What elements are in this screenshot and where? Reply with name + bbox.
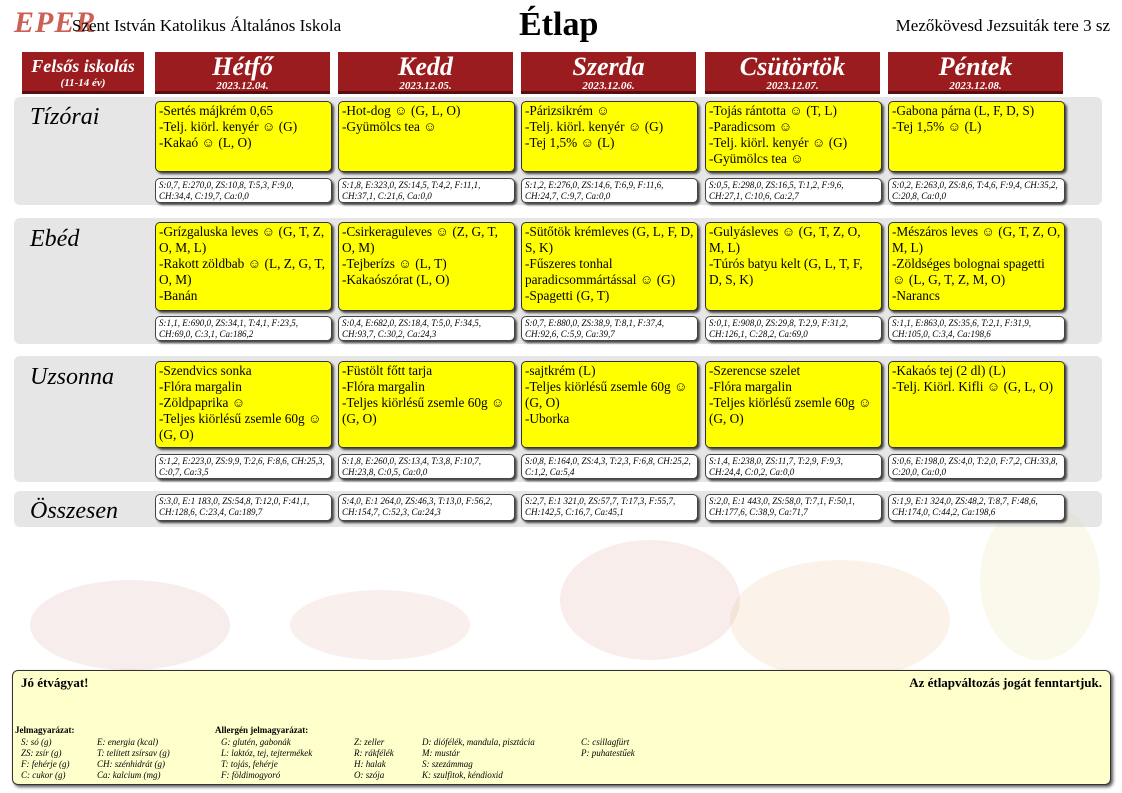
legend-title: Jelmagyarázat: [15,725,75,735]
total-cell: S:2,7, E:1 321,0, ZS:57,7, T:17,3, F:55,7, CH:142,5, C:16,7, Ca:45,1 [521,494,698,521]
nutrition-cell: S:1,8, E:323,0, ZS:14,5, T:4,2, F:11,1, CH:37,1, C:21,6, Ca:0,0 [338,178,515,203]
legend-column [21,737,69,781]
allergen-item: M: mustár [422,748,460,758]
legend-item: CH: szénhidrát (g) [97,759,165,769]
meal-cell: -Sütőtök krémleves (G, L, F, D, S, K) -Fűszeres tonhal paradicsommártással ☺ (G) -Spagetti (G, T) [521,222,698,311]
meal-cell: -Gabona párna (L, F, D, S) -Tej 1,5% ☺ (L) [888,101,1065,172]
allergen-item: H: halak [354,759,386,769]
allergen-item: D: diófélék, mandula, pisztácia [422,737,535,747]
nutrition-cell: S:0,7, E:880,0, ZS:38,9, T:8,1, F:37,4, CH:92,6, C:5,9, Ca:39,7 [521,316,698,341]
meal-cell: -Csirkeraguleves ☺ (Z, G, T, O, M) -Tejberízs ☺ (L, T) -Kakaószórat (L, O) [338,222,515,311]
day-header-tuesday [338,52,513,94]
allergen-item: F: földimogyoró [221,770,281,780]
legend-item: Ca: kalcium (mg) [97,770,161,780]
allergen-column [221,737,312,781]
meal-cell: -Tojás rántotta ☺ (T, L) -Paradicsom ☺ -Telj. kiörl. kenyér ☺ (G) -Gyümölcs tea ☺ [705,101,882,172]
meal-cell: -Hot-dog ☺ (G, L, O) -Gyümölcs tea ☺ [338,101,515,172]
allergen-legend-title: Allergén jelmagyarázat: [215,725,309,735]
allergen-item: P: puhatestűek [581,748,635,758]
total-cell: S:4,0, E:1 264,0, ZS:46,3, T:13,0, F:56,2, CH:154,7, C:52,3, Ca:24,3 [338,494,515,521]
allergen-column [422,737,535,781]
day-date: 2023.12.07. [766,80,819,92]
legend-item: T: telített zsírsav (g) [97,748,170,758]
nutrition-cell: S:1,2, E:223,0, ZS:9,9, T:2,6, F:8,6, CH:25,3, C:0,7, Ca:3,5 [155,454,332,479]
day-name: Csütörtök [739,52,846,81]
nutrition-cell: S:0,4, E:682,0, ZS:18,4, T:5,0, F:34,5, CH:93,7, C:30,2, Ca:24,3 [338,316,515,341]
day-name: Péntek [938,52,1013,81]
allergen-item: T: tojás, fehérje [221,759,278,769]
nutrition-cell: S:1,4, E:238,0, ZS:11,7, T:2,9, F:9,3, CH:24,4, C:0,2, Ca:0,0 [705,454,882,479]
day-date: 2023.12.06. [582,80,635,92]
meal-label: Uzsonna [30,364,115,390]
group-age: (11-14 év) [60,77,106,89]
page-title: Étlap [519,6,599,43]
nutrition-cell: S:0,2, E:263,0, ZS:8,6, T:4,6, F:9,4, CH:35,2, C:20,8, Ca:0,0 [888,178,1065,203]
legend-item: ZS: zsír (g) [21,748,62,758]
meal-label: Ebéd [30,226,80,252]
nutrition-cell: S:0,5, E:298,0, ZS:16,5, T:1,2, F:9,6, CH:27,1, C:10,6, Ca:2,7 [705,178,882,203]
nutrition-cell: S:0,7, E:270,0, ZS:10,8, T:5,3, F:9,0, CH:34,4, C:19,7, Ca:0,0 [155,178,332,203]
background-decoration [30,580,230,670]
school-address: Mezőkövesd Jezsuiták tere 3 sz [895,16,1110,35]
meal-cell: -sajtkrém (L) -Teljes kiörlésű zsemle 60g ☺ (G, O) -Uborka [521,361,698,448]
nutrition-cell: S:1,8, E:260,0, ZS:13,4, T:3,8, F:10,7, CH:23,8, C:0,5, Ca:0,0 [338,454,515,479]
nutrition-cell: S:1,2, E:276,0, ZS:14,6, T:6,9, F:11,6, CH:24,7, C:9,7, Ca:0,0 [521,178,698,203]
nutrition-cell: S:0,6, E:198,0, ZS:4,0, T:2,0, F:7,2, CH:33,8, C:20,0, Ca:0,0 [888,454,1065,479]
meal-cell: -Mészáros leves ☺ (G, T, Z, O, M, L) -Zöldséges bolognai spagetti ☺ (L, G, T, Z, M, O) -Narancs [888,222,1065,311]
background-decoration [730,560,950,680]
background-decoration [290,590,470,660]
meal-cell: -Füstölt főtt tarja -Flóra margalin -Teljes kiörlésű zsemle 60g ☺ (G, O) [338,361,515,448]
meal-cell: -Szendvics sonka -Flóra margalin -Zöldpaprika ☺ -Teljes kiörlésű zsemle 60g ☺ (G, O) [155,361,332,448]
nutrition-cell: S:0,8, E:164,0, ZS:4,3, T:2,3, F:6,8, CH:25,2, C:1,2, Ca:5,4 [521,454,698,479]
total-cell: S:2,0, E:1 443,0, ZS:58,0, T:7,1, F:50,1, CH:177,6, C:38,9, Ca:71,7 [705,494,882,521]
total-cell: S:3,0, E:1 183,0, ZS:54,8, T:12,0, F:41,1, CH:128,6, C:23,4, Ca:189,7 [155,494,332,521]
legend-column [97,737,170,781]
allergen-item: G: glutén, gabonák [221,737,291,747]
school-logo: EPER [14,6,97,39]
greeting: Jó étvágyat! [21,675,89,690]
allergen-item: K: szulfitok, kéndioxid [422,770,503,780]
day-name: Szerda [572,52,645,81]
allergen-item: Z: zeller [354,737,385,747]
day-date: 2023.12.04. [216,80,269,92]
allergen-item: R: rákfélék [354,748,394,758]
legend-item: E: energia (kcal) [97,737,159,747]
allergen-item: S: szezámmag [422,759,473,769]
allergen-column [354,737,394,781]
day-header-wednesday [521,52,696,94]
allergen-item: O: szója [354,770,385,780]
meal-label: Tízórai [30,104,100,130]
allergen-item: L: laktóz, tej, tejtermékek [221,748,313,758]
footer-panel [12,670,1111,785]
group-header [22,52,144,94]
meal-cell: -Kakaós tej (2 dl) (L) -Telj. Kiörl. Kifli ☺ (G, L, O) [888,361,1065,448]
nutrition-cell: S:1,1, E:863,0, ZS:35,6, T:2,1, F:31,9, CH:105,0, C:3,4, Ca:198,6 [888,316,1065,341]
disclaimer: Az étlapváltozás jogát fenntartjuk. [909,675,1102,690]
day-header-thursday [705,52,880,94]
nutrition-cell: S:1,1, E:690,0, ZS:34,1, T:4,1, F:23,5, CH:69,0, C:3,1, Ca:186,2 [155,316,332,341]
meal-cell: -Párizsikrém ☺ -Telj. kiörl. kenyér ☺ (G) -Tej 1,5% ☺ (L) [521,101,698,172]
allergen-column [581,737,635,759]
total-label: Összesen [30,498,118,524]
day-header-monday [155,52,330,94]
legend-item: C: cukor (g) [21,770,66,780]
day-header-friday [888,52,1063,94]
meal-cell: -Grízgaluska leves ☺ (G, T, Z, O, M, L) -Rakott zöldbab ☺ (L, Z, G, T, O, M) -Banán [155,222,332,311]
day-date: 2023.12.05. [399,80,452,92]
day-date: 2023.12.08. [949,80,1002,92]
group-name: Felsős iskolás [31,56,135,76]
allergen-item: C: csillagfürt [581,737,630,747]
school-name: Szent István Katolikus Általános Iskola [72,16,342,35]
meal-cell: -Gulyásleves ☺ (G, T, Z, O, M, L) -Túrós batyu kelt (G, L, T, F, D, S, K) [705,222,882,311]
legend-item: S: só (g) [21,737,52,747]
header [0,0,1122,50]
total-cell: S:1,9, E:1 324,0, ZS:48,2, T:8,7, F:48,6, CH:174,0, C:44,2, Ca:198,6 [888,494,1065,521]
day-name: Hétfő [212,52,273,81]
meal-cell: -Sertés májkrém 0,65 -Telj. kiörl. kenyér ☺ (G) -Kakaó ☺ (L, O) [155,101,332,172]
background-decoration [560,540,740,660]
nutrition-cell: S:0,1, E:908,0, ZS:29,8, T:2,9, F:31,2, CH:126,1, C:28,2, Ca:69,0 [705,316,882,341]
legend-item: F: fehérje (g) [21,759,70,769]
meal-cell: -Szerencse szelet -Flóra margalin -Teljes kiörlésű zsemle 60g ☺ (G, O) [705,361,882,448]
day-name: Kedd [398,52,453,81]
